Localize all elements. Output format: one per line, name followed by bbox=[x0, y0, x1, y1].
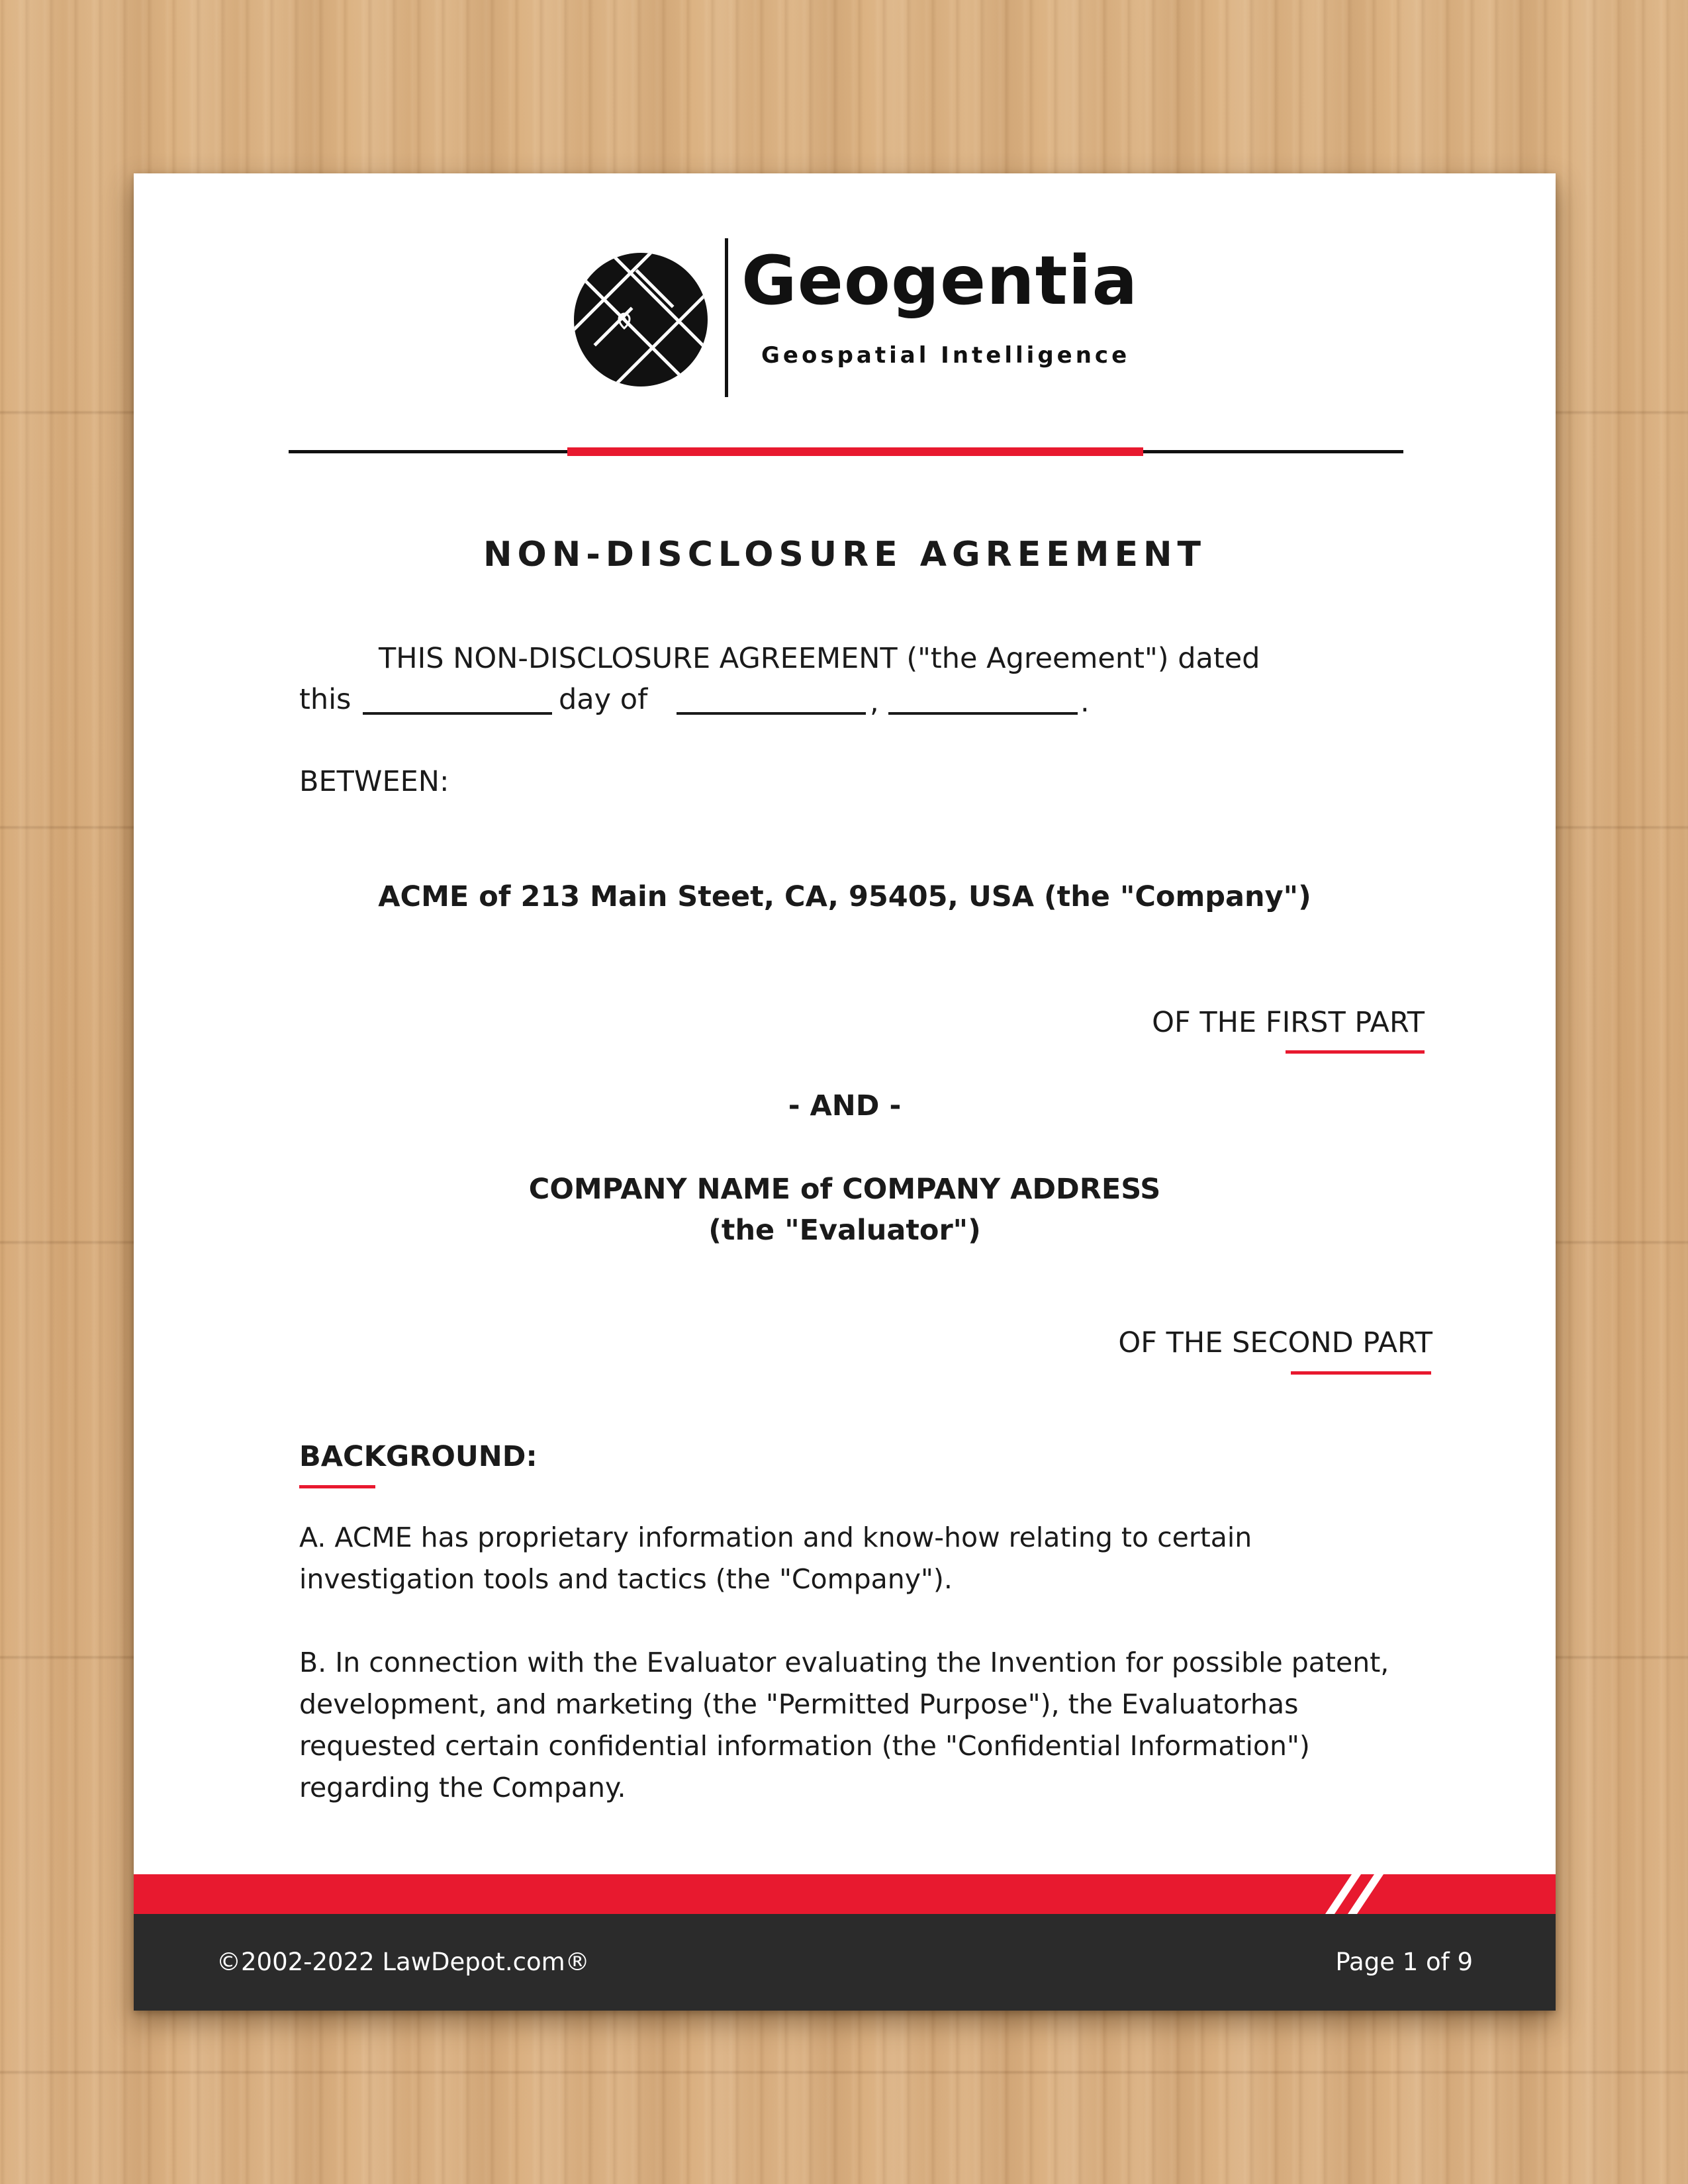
clause-a bbox=[299, 1517, 1438, 1600]
party-company: ACME of 213 Main Steet, CA, 95405, USA (the "Company") bbox=[378, 880, 1311, 913]
document-page bbox=[134, 173, 1556, 2011]
second-part-label: OF THE SECOND PART bbox=[1118, 1326, 1432, 1359]
brand-name: Geogentia bbox=[741, 242, 1139, 320]
party-evaluator: COMPANY NAME of COMPANY ADDRESS bbox=[528, 1173, 1161, 1206]
intro-period: . bbox=[1080, 686, 1090, 719]
second-part-underline bbox=[1291, 1371, 1431, 1375]
brand-tagline: Geospatial Intelligence bbox=[761, 342, 1131, 369]
clause-a-line: investigation tools and tactics (the "Company"). bbox=[299, 1563, 953, 1595]
between-label: BETWEEN: bbox=[299, 765, 449, 798]
footer-copyright: ©2002-2022 LawDepot.com® bbox=[216, 1948, 590, 1976]
footer-accent-bar bbox=[134, 1874, 1556, 1914]
diagonal-stripes-icon bbox=[1325, 1874, 1418, 1914]
year-blank[interactable] bbox=[888, 712, 1078, 715]
background-heading: BACKGROUND: bbox=[299, 1440, 538, 1473]
footer-bar bbox=[134, 1914, 1556, 2011]
background-underline bbox=[299, 1485, 375, 1488]
intro-comma: , bbox=[870, 686, 879, 719]
clause-b-line: development, and marketing (the "Permitted Purpose"), the Evaluatorhas bbox=[299, 1688, 1299, 1720]
logo-divider bbox=[725, 238, 728, 397]
header-rule-accent bbox=[567, 447, 1143, 456]
and-separator: - AND - bbox=[788, 1089, 902, 1122]
page-indicator: Page 1 of 9 bbox=[1335, 1948, 1473, 1976]
map-globe-icon bbox=[573, 251, 709, 388]
first-part-underline bbox=[1286, 1050, 1425, 1054]
first-part-label: OF THE FIRST PART bbox=[1152, 1006, 1425, 1039]
intro-line: THIS NON-DISCLOSURE AGREEMENT ("the Agreement") dated bbox=[379, 642, 1260, 675]
clause-a-line: A. ACME has proprietary information and know-how relating to certain bbox=[299, 1522, 1252, 1553]
intro-day-of: day of bbox=[559, 683, 648, 716]
clause-b-line: B. In connection with the Evaluator evaluating the Invention for possible patent, bbox=[299, 1647, 1389, 1678]
day-blank[interactable] bbox=[363, 712, 552, 715]
clause-b-line: regarding the Company. bbox=[299, 1772, 626, 1803]
clause-b-line: requested certain confidential information (the "Confidential Information") bbox=[299, 1730, 1310, 1762]
clause-b bbox=[299, 1642, 1438, 1809]
month-blank[interactable] bbox=[677, 712, 866, 715]
document-title: NON-DISCLOSURE AGREEMENT bbox=[483, 535, 1207, 574]
intro-this: this bbox=[299, 683, 352, 716]
party-evaluator-alias: (the "Evaluator") bbox=[708, 1214, 981, 1247]
